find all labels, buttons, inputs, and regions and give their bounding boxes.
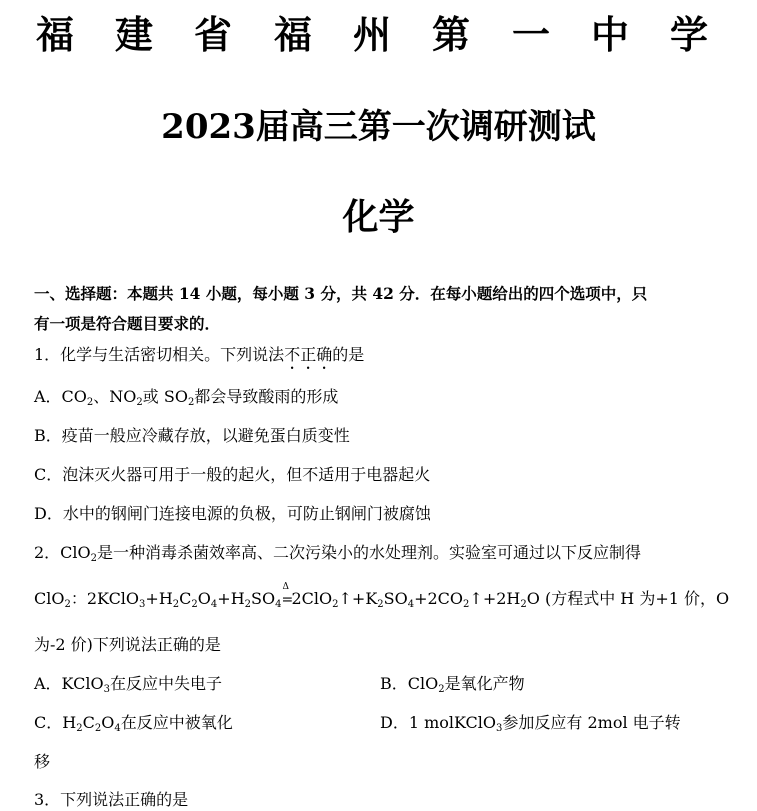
school-char: 福 [274,12,313,57]
school-char: 州 [353,12,392,57]
school-name [0,10,757,60]
question-1-option-a: A．$CO_2$、$NO_2$或 $SO_2$都会导致酸雨的形成 [34,387,339,408]
section-instructions-line2: 有一项是符合题目要求的． [34,314,221,333]
question-2-option-d-continued: 移 [34,752,51,771]
question-2-option-d: D．1 molKClO$_3$参加反应有 2mol 电子转 [380,713,681,734]
question-1-option-b: B．疫苗一般应冷藏存放，以避免蛋白质变性 [34,426,350,445]
question-2-option-a: A．KClO$_3$在反应中失电子 [34,674,222,695]
exam-title: 2023届高三第一次调研测试 [161,107,596,147]
school-char: 一 [512,12,551,57]
school-char: 中 [591,12,630,57]
question-1-option-c: C．泡沫灭火器可用于一般的起火，但不适用于电器起火 [34,465,431,484]
school-char: 省 [194,12,233,57]
question-3-stem: 3．下列说法正确的是 [34,790,189,809]
school-char: 第 [432,12,471,57]
question-2-stem-line1: 2．ClO$_2$是一种消毒杀菌效率高、二次污染小的水处理剂。实验室可通过以下反应制得 [34,543,642,564]
question-2-equation: ClO$_2$：$2KClO_3+H_2C_2O_4+H_2SO_4$ Δ $=2ClO_2↑+K_2SO_4+2CO_2↑+2H_2O$ (方程式中 H 为+1 价，O [34,582,730,610]
question-1-stem: 1．化学与生活密切相关。下列说法不正确的是 [34,345,365,364]
section-instructions-line1: 一、选择题：本题共 14 小题，每小题 3 分，共 42 分．在每小题给出的四个选项中，只 [34,284,648,303]
question-2-option-c: C．$H_2C_2O_4$在反应中被氧化 [34,713,233,734]
question-2-stem-line3: 为-2 价)下列说法正确的是 [34,635,221,654]
heat-condition-sign: Δ = [281,582,294,608]
school-char: 学 [670,12,709,57]
subject-title: 化学 [342,196,415,238]
school-char: 福 [36,12,75,57]
emphasis-dotted-text: 不正确 [284,345,333,364]
question-1-option-d: D．水中的钢闸门连接电源的负极，可防止钢闸门被腐蚀 [34,504,431,523]
question-2-option-b: B．ClO$_2$是氧化产物 [380,674,525,695]
school-char: 建 [115,12,154,57]
